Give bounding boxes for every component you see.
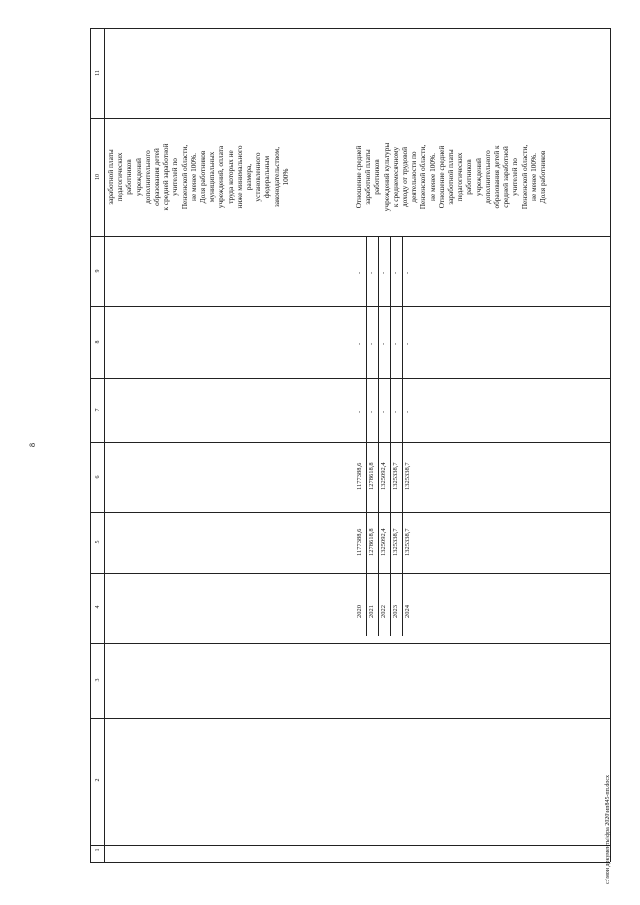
row-separator: [378, 236, 379, 636]
table-border-top: [90, 28, 610, 29]
column-number: 1: [95, 848, 101, 852]
col-separator: [90, 306, 610, 307]
column-number: 4: [95, 605, 101, 609]
dash-cell: -: [368, 410, 375, 413]
col-separator: [90, 442, 610, 443]
indicator-text-bottom: Отношение средней заработной платы работников учреждений культуры к среднемесячному доходу от трудовой деятельности по Пензенской области, не менее 100%. Отношение средней заработной платы педагогических работников учреждений дополнительного образования детей к средней заработной учителей по Пензенской области, не менее 100%. Доля работников: [354, 142, 548, 212]
year-cell: 2021: [368, 605, 375, 618]
year-cell: 2024: [404, 605, 411, 618]
year-cell: 2020: [356, 605, 363, 618]
column-number: 3: [95, 678, 101, 682]
year-cell: 2023: [392, 605, 399, 618]
col-separator: [90, 643, 610, 644]
dash-cell: -: [404, 342, 411, 345]
col-separator: [90, 718, 610, 719]
dash-cell: -: [392, 271, 399, 274]
amount-cell: 1325338,7: [392, 528, 399, 556]
dash-cell: -: [356, 271, 363, 274]
table-border-bottom: [90, 862, 610, 863]
dash-cell: -: [380, 342, 387, 345]
dash-cell: -: [404, 271, 411, 274]
indicator-text-top: заработной платы педагогических работников учреждений дополнительного образования детей к средней заработной учителей по Пензенской области, не менее 100%. Доля работников муниципальных учреждений, оплата труда которых не ниже минимального размера, установленного федеральным законодательством, 100%: [106, 143, 290, 211]
footer-file-path: c:\мои документы\фра 2020\ип845-пп.docx: [605, 774, 611, 884]
amount-cell: 1177388,6: [356, 528, 363, 556]
column-number: 5: [95, 540, 101, 544]
amount-cell: 1278618,8: [368, 462, 375, 490]
dash-cell: -: [368, 271, 375, 274]
col-separator: [90, 573, 610, 574]
dash-cell: -: [368, 342, 375, 345]
col-separator: [90, 512, 610, 513]
amount-cell: 1278618,8: [368, 528, 375, 556]
column-number: 8: [95, 340, 101, 344]
col-separator: [90, 845, 610, 846]
column-number: 11: [95, 70, 101, 76]
row-separator: [390, 236, 391, 636]
amount-cell: 1325338,7: [392, 462, 399, 490]
dash-cell: -: [392, 410, 399, 413]
dash-cell: -: [392, 342, 399, 345]
amount-cell: 1325338,7: [404, 462, 411, 490]
amount-cell: 1325092,4: [380, 462, 387, 490]
row-separator: [402, 236, 403, 636]
column-number: 10: [95, 174, 101, 180]
table-border-left: [90, 28, 91, 862]
header-separator: [104, 28, 105, 862]
dash-cell: -: [380, 271, 387, 274]
dash-cell: -: [404, 410, 411, 413]
dash-cell: -: [356, 342, 363, 345]
dash-cell: -: [380, 410, 387, 413]
amount-cell: 1325338,7: [404, 528, 411, 556]
col-separator: [90, 236, 610, 237]
year-cell: 2022: [380, 605, 387, 618]
column-number: 2: [95, 778, 101, 782]
page-number: 8: [28, 443, 37, 447]
column-number: 7: [95, 408, 101, 412]
col-separator: [90, 378, 610, 379]
amount-cell: 1325092,4: [380, 528, 387, 556]
column-number: 6: [95, 475, 101, 479]
dash-cell: -: [356, 410, 363, 413]
amount-cell: 1177388,6: [356, 462, 363, 490]
row-separator: [366, 236, 367, 636]
col-separator: [90, 118, 610, 119]
column-number: 9: [95, 269, 101, 273]
